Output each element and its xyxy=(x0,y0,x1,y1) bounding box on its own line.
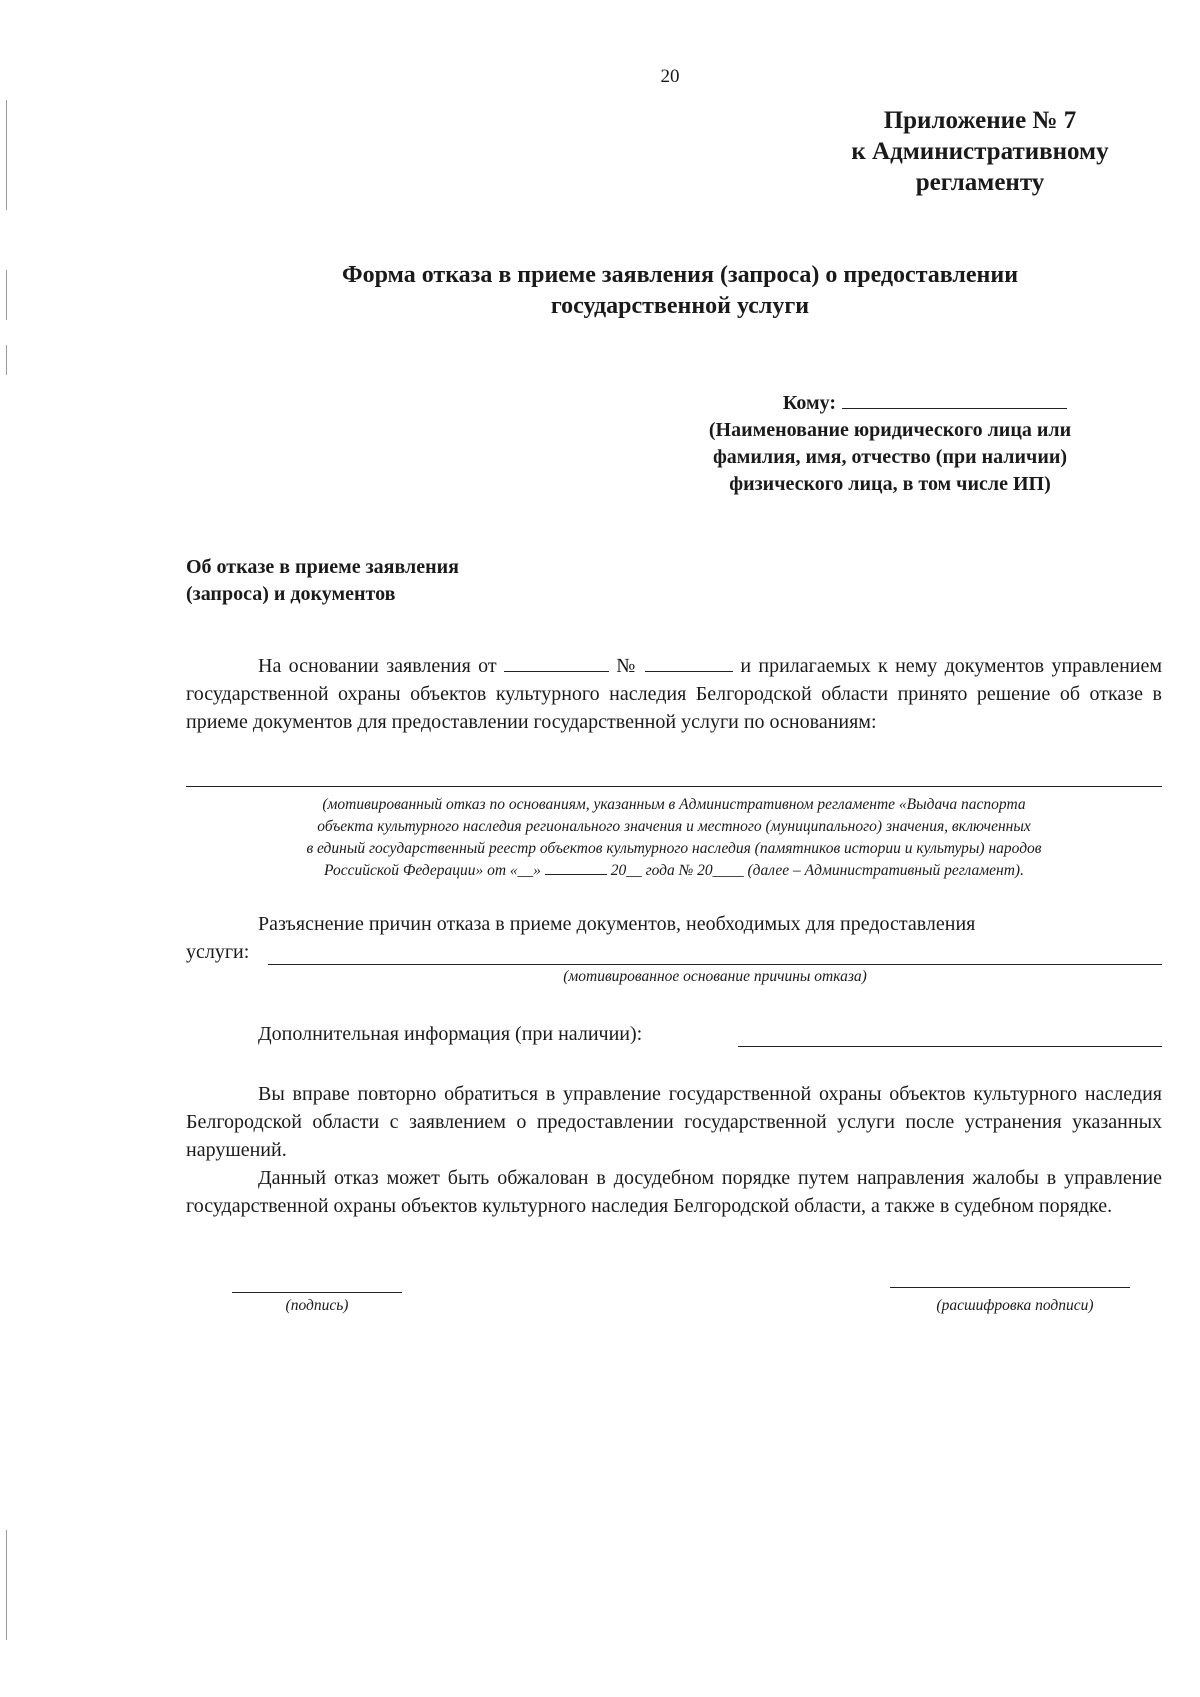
paragraph-basis xyxy=(186,652,1162,736)
recipient-label: Кому: xyxy=(782,392,837,414)
paragraph-basis-part-1: На основании заявления от xyxy=(258,655,497,677)
refusal-reasons-note xyxy=(186,794,1162,882)
page-number: 20 xyxy=(660,66,680,87)
note-line-4 xyxy=(186,860,1162,882)
appendix-line-2: к Административному xyxy=(851,138,1109,165)
note-month-blank xyxy=(545,862,607,875)
additional-info-blank-line xyxy=(738,1022,1162,1047)
scan-edge-mark xyxy=(6,1530,7,1640)
paragraph-reapply: Вы вправе повторно обратиться в управление государственной охраны объектов культурного наследия Белгородской области с заявлением о предоставлении государственной услуги после устранения указанных нарушений. xyxy=(186,1083,1162,1161)
paragraph-explanation xyxy=(186,910,1162,938)
additional-info-label: Дополнительная информация (при наличии): xyxy=(258,1023,643,1045)
recipient-field xyxy=(640,390,1140,417)
recipient-block xyxy=(640,390,1140,498)
scan-edge-mark xyxy=(6,100,7,210)
appendix-line-1: Приложение № 7 xyxy=(883,107,1077,134)
scan-edge-mark xyxy=(6,270,7,320)
signature-label: (подпись) xyxy=(285,1297,349,1314)
explanation-note: (мотивированное основание причины отказа) xyxy=(563,968,867,985)
note-line-4-part-2: 20__ года № 20____ (далее – Административный регламент). xyxy=(610,862,1024,879)
form-title-line-2: государственной услуги xyxy=(550,293,810,319)
recipient-blank-line xyxy=(842,390,1067,409)
signature-decoding-label: (расшифровка подписи) xyxy=(936,1297,1094,1314)
recipient-hint-1: (Наименование юридического лица или xyxy=(708,419,1072,441)
appendix-line-3: регламенту xyxy=(915,169,1045,196)
subject-line-1: Об отказе в приеме заявления xyxy=(186,556,459,578)
application-date-blank xyxy=(504,655,609,672)
signature-line xyxy=(232,1292,402,1293)
refusal-reasons-line xyxy=(186,786,1162,787)
recipient-hint-3: физического лица, в том числе ИП) xyxy=(729,473,1051,495)
application-number-blank xyxy=(645,655,733,672)
note-line-1: (мотивированный отказ по основаниям, указанным в Административном регламенте «Выдача паспорта xyxy=(322,796,1026,813)
appendix-header xyxy=(780,105,1180,198)
paragraph-basis-part-3: и прилагаемых к нему документов управлением государственной охраны объектов культурного наследия Белгородской области принято решение об отказе в приеме документов для предоставлении государственной услуги по основаниям: xyxy=(186,655,1163,733)
number-sign: № xyxy=(616,655,638,677)
note-line-4-part-1: Российской Федерации» от «__» xyxy=(324,862,541,879)
form-title xyxy=(180,260,1180,322)
note-line-2: объекта культурного наследия регионального значения и местного (муниципального) значения, включенных xyxy=(317,818,1031,835)
form-title-line-1: Форма отказа в приеме заявления (запроса) о предоставлении xyxy=(341,262,1019,288)
scan-edge-mark xyxy=(6,345,7,375)
signature-decoding-line xyxy=(890,1287,1130,1288)
services-label: услуги: xyxy=(186,941,250,963)
paragraph-appeal: Данный отказ может быть обжалован в досудебном порядке путем направления жалобы в управление государственной охраны объектов культурного наследия Белгородской области, а также в судебном порядке. xyxy=(186,1167,1162,1217)
explanation-blank-line xyxy=(268,940,1162,965)
recipient-hint-2: фамилия, имя, отчество (при наличии) xyxy=(712,446,1068,468)
subject-heading xyxy=(186,554,459,608)
paragraph-explanation-line-1: Разъяснение причин отказа в приеме документов, необходимых для предоставления xyxy=(258,913,976,935)
note-line-3: в единый государственный реестр объектов культурного наследия (памятников истории и культуры) народов xyxy=(306,840,1042,857)
subject-line-2: (запроса) и документов xyxy=(186,583,396,605)
